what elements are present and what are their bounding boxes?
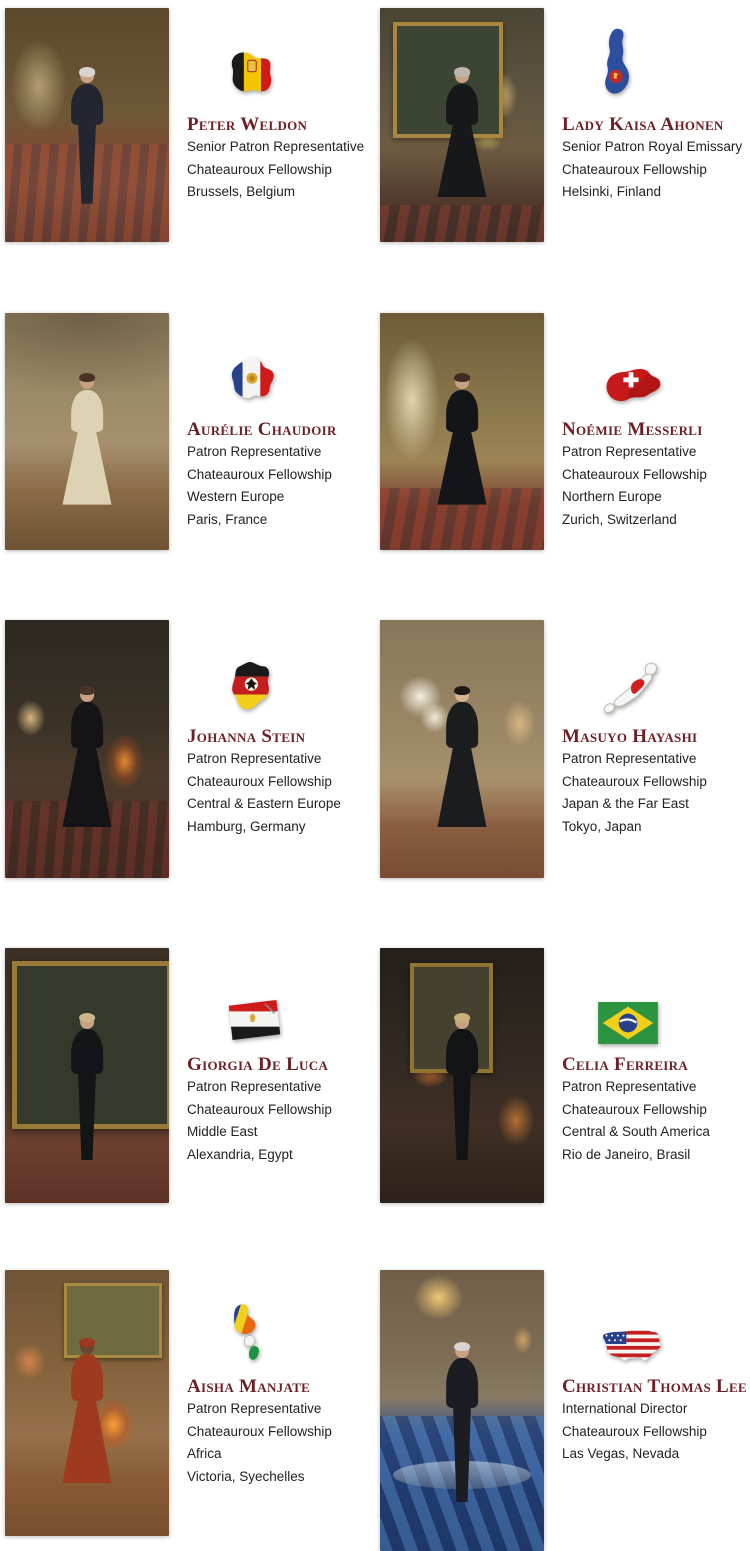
portrait-image bbox=[5, 948, 169, 1203]
portrait-image bbox=[380, 1270, 544, 1551]
member-detail-line: Chateauroux Fellowship bbox=[187, 1101, 332, 1117]
member-detail-line: Patron Representative bbox=[562, 1079, 697, 1094]
portrait-figure bbox=[434, 687, 490, 862]
member-detail-line: Senior Patron Royal Emissary bbox=[562, 139, 743, 154]
seychelles-map-flag-icon bbox=[223, 1302, 275, 1366]
member-detail-line: Northern Europe bbox=[562, 489, 662, 504]
member-card bbox=[0, 1270, 375, 1551]
member-detail-line: Central & Eastern Europe bbox=[187, 796, 341, 811]
member-detail-line: Patron Representative bbox=[562, 444, 697, 459]
member-info bbox=[187, 8, 375, 204]
flag-icon-wrap bbox=[187, 1280, 375, 1366]
member-detail-line: Chateauroux Fellowship bbox=[562, 1423, 707, 1439]
portrait-figure bbox=[59, 1339, 115, 1520]
member-row bbox=[0, 948, 750, 1203]
member-name: Aisha Manjate bbox=[187, 1376, 311, 1397]
member-card bbox=[375, 313, 750, 550]
portrait-image bbox=[5, 1270, 169, 1536]
member-detail-line: Senior Patron Representative bbox=[187, 139, 365, 154]
member-detail-line: Chateauroux Fellowship bbox=[562, 1101, 707, 1117]
member-card bbox=[375, 620, 750, 878]
portrait-image bbox=[380, 8, 544, 242]
member-detail-line: Africa bbox=[187, 1446, 222, 1461]
belgium-map-flag-icon bbox=[223, 47, 280, 104]
flag-icon-wrap bbox=[562, 630, 750, 716]
member-card bbox=[0, 8, 375, 242]
member-info bbox=[187, 313, 375, 531]
member-detail-line: Patron Representative bbox=[187, 1079, 322, 1094]
member-info bbox=[562, 1270, 750, 1466]
brazil-flag-icon bbox=[598, 1002, 658, 1044]
member-name: Giorgia De Luca bbox=[187, 1054, 329, 1075]
member-directory bbox=[0, 8, 750, 1551]
flag-icon-wrap bbox=[562, 1280, 750, 1366]
member-info bbox=[562, 313, 750, 531]
portrait-figure bbox=[434, 375, 490, 536]
portrait-image bbox=[380, 313, 544, 550]
egypt-flag-icon bbox=[223, 996, 285, 1044]
member-detail-line: Japan & the Far East bbox=[562, 796, 689, 811]
portrait-image bbox=[5, 620, 169, 878]
switzerland-map-flag-icon bbox=[598, 361, 664, 409]
member-details bbox=[187, 748, 375, 838]
portrait-figure bbox=[59, 69, 115, 228]
member-info bbox=[187, 1270, 375, 1488]
member-detail-line: Patron Representative bbox=[187, 1401, 322, 1416]
member-detail-line: Las Vegas, Nevada bbox=[562, 1446, 680, 1461]
member-name: Johanna Stein bbox=[187, 726, 306, 747]
member-card bbox=[375, 948, 750, 1203]
member-detail-line: Middle East bbox=[187, 1124, 258, 1139]
flag-icon-wrap bbox=[562, 958, 750, 1044]
member-name: Lady Kaisa Ahonen bbox=[562, 114, 724, 135]
member-row bbox=[0, 8, 750, 242]
member-row bbox=[0, 620, 750, 878]
member-card bbox=[0, 313, 375, 550]
member-name: Noémie Messerli bbox=[562, 419, 703, 440]
member-detail-line: Chateauroux Fellowship bbox=[562, 773, 707, 789]
member-detail-line: Chateauroux Fellowship bbox=[562, 466, 707, 482]
member-details bbox=[562, 136, 750, 204]
portrait-figure bbox=[59, 1014, 115, 1187]
member-detail-line: International Director bbox=[562, 1401, 688, 1416]
member-name: Aurélie Chaudoir bbox=[187, 419, 337, 440]
portrait-image bbox=[5, 313, 169, 550]
portrait-figure bbox=[59, 687, 115, 862]
flag-icon-wrap bbox=[562, 18, 750, 104]
member-info bbox=[562, 620, 750, 838]
flag-icon-wrap bbox=[187, 958, 375, 1044]
portrait-figure bbox=[59, 375, 115, 536]
member-detail-line: Western Europe bbox=[187, 489, 285, 504]
member-detail-line: Alexandria, Egypt bbox=[187, 1146, 293, 1162]
member-detail-line: Brussels, Belgium bbox=[187, 184, 296, 199]
usa-map-flag-icon bbox=[598, 1323, 664, 1366]
japan-map-flag-icon bbox=[598, 658, 670, 716]
flag-icon-wrap bbox=[187, 630, 375, 716]
flag-icon-wrap bbox=[187, 323, 375, 409]
finland-map-flag-icon bbox=[598, 26, 638, 104]
germany-map-flag-icon bbox=[223, 658, 275, 716]
member-detail-line: Central & South America bbox=[562, 1124, 710, 1139]
member-name: Christian Thomas Lee bbox=[562, 1376, 747, 1397]
member-details bbox=[562, 441, 750, 531]
member-detail-line: Patron Representative bbox=[187, 751, 322, 766]
portrait-image bbox=[5, 8, 169, 242]
member-info bbox=[187, 948, 375, 1166]
flag-icon-wrap bbox=[187, 18, 375, 104]
member-details bbox=[187, 136, 375, 204]
member-card bbox=[375, 1270, 750, 1551]
member-details bbox=[187, 1398, 375, 1488]
member-row bbox=[0, 1270, 750, 1551]
flag-icon-wrap bbox=[562, 323, 750, 409]
member-card bbox=[0, 948, 375, 1203]
member-card bbox=[0, 620, 375, 878]
member-detail-line: Rio de Janeiro, Brasil bbox=[562, 1146, 691, 1162]
member-detail-line: Zurich, Switzerland bbox=[562, 511, 677, 527]
member-details bbox=[562, 748, 750, 838]
member-detail-line: Helsinki, Finland bbox=[562, 184, 662, 199]
member-detail-line: Victoria, Syechelles bbox=[187, 1468, 305, 1484]
member-details bbox=[562, 1398, 750, 1466]
portrait-image bbox=[380, 948, 544, 1203]
member-detail-line: Patron Representative bbox=[562, 751, 697, 766]
member-detail-line: Paris, France bbox=[187, 511, 268, 527]
member-detail-line: Chateauroux Fellowship bbox=[562, 161, 707, 177]
member-detail-line: Chateauroux Fellowship bbox=[187, 466, 332, 482]
member-detail-line: Patron Representative bbox=[187, 444, 322, 459]
portrait-figure bbox=[434, 1014, 490, 1187]
member-card bbox=[375, 8, 750, 242]
member-detail-line: Chateauroux Fellowship bbox=[187, 1423, 332, 1439]
member-name: Peter Weldon bbox=[187, 114, 308, 135]
member-detail-line: Chateauroux Fellowship bbox=[187, 161, 332, 177]
member-name: Masuyo Hayashi bbox=[562, 726, 698, 747]
portrait-figure bbox=[434, 69, 490, 228]
member-detail-line: Chateauroux Fellowship bbox=[187, 773, 332, 789]
member-details bbox=[187, 441, 375, 531]
portrait-image bbox=[380, 620, 544, 878]
member-details bbox=[562, 1076, 750, 1166]
member-details bbox=[187, 1076, 375, 1166]
member-info bbox=[562, 8, 750, 204]
member-info bbox=[562, 948, 750, 1166]
france-map-flag-icon bbox=[223, 353, 279, 409]
portrait-figure bbox=[434, 1343, 490, 1534]
member-row bbox=[0, 313, 750, 550]
member-detail-line: Tokyo, Japan bbox=[562, 818, 642, 834]
member-name: Celia Ferreira bbox=[562, 1054, 689, 1075]
member-detail-line: Hamburg, Germany bbox=[187, 818, 306, 834]
member-info bbox=[187, 620, 375, 838]
